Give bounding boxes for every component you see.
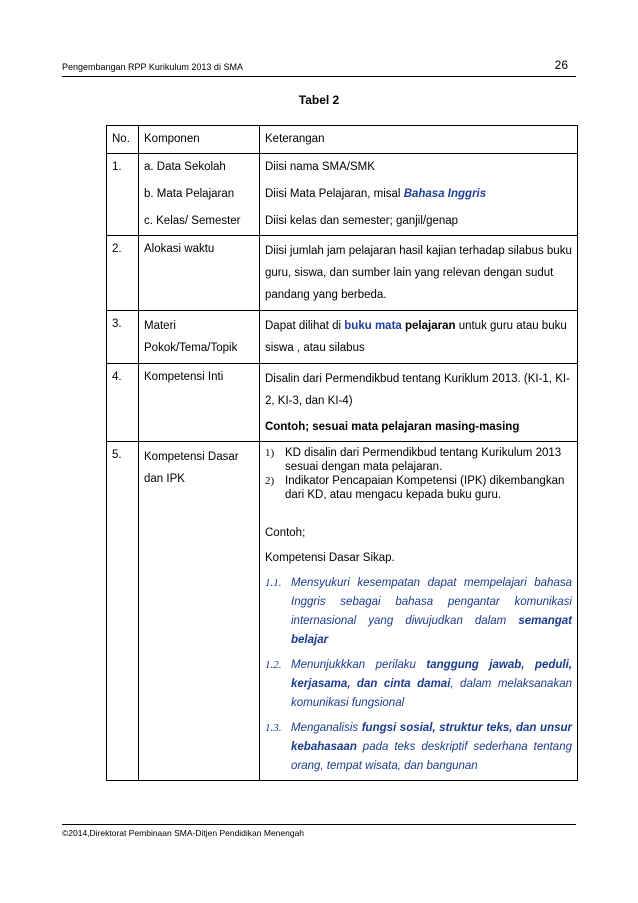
rpp-table	[106, 125, 578, 781]
ket-text: untuk guru atau buku siswa , atau silabus	[265, 320, 567, 354]
list-item	[265, 474, 572, 502]
table-row	[107, 236, 578, 311]
row-no: 5.	[107, 442, 139, 781]
ket-contoh: Contoh; sesuai mata pelajaran masing-masing	[265, 421, 520, 433]
ket-emphasis: Bahasa Inggris	[403, 188, 487, 200]
kd-text: Menunjukkkan perilaku	[291, 659, 427, 671]
ket-emphasis: buku mata	[344, 320, 402, 332]
table-row	[107, 364, 578, 442]
list-item	[265, 446, 572, 474]
komponen-item: a. Data Sekolah	[144, 161, 226, 173]
table-title: Tabel 2	[298, 93, 340, 107]
page-header	[62, 58, 576, 77]
page-number: 26	[554, 58, 568, 72]
header-title: Pengembangan RPP Kurikulum 2013 di SMA	[62, 62, 243, 72]
ket-text: Dapat dilihat di	[265, 320, 345, 332]
kd-text: Menganalisis	[291, 722, 362, 734]
row-komponen: Kompetensi Dasar dan IPK	[139, 442, 260, 781]
ket-text: Diisi jumlah jam pelajaran hasil kajian terhadap silabus buku guru, siswa, dan sumber lain yang relevan dengan sudut pandang yang berbeda.	[265, 245, 572, 301]
col-keterangan: Keterangan	[260, 126, 578, 154]
col-komponen: Komponen	[139, 126, 260, 154]
row-keterangan	[260, 364, 578, 442]
ket-text: Disalin dari Permendikbud tentang Kuriklum 2013. (KI-1, KI-2, KI-3, dan KI-4)	[265, 373, 570, 407]
row-keterangan	[260, 154, 578, 236]
ket-item	[265, 185, 572, 204]
kd-text: Mensyukuri kesempatan dapat mempelajari bahasa Inggris sebagai bahasa pengantar komunikasi internasional yang diwujudkan dalam	[291, 577, 572, 627]
row-no: 3.	[107, 311, 139, 364]
row-keterangan	[260, 236, 578, 311]
contoh-label: Contoh;	[265, 527, 306, 539]
row-no: 1.	[107, 154, 139, 236]
kd-item	[265, 719, 572, 776]
kd-text: pada teks deskriptif sederhana tentang orang, tempat wisata, dan bangunan	[291, 741, 572, 772]
kd-text: , dalam melaksanakan komunikasi fungsional	[291, 678, 572, 709]
ket-bold: pelajaran	[405, 320, 456, 332]
kd-list	[265, 446, 572, 502]
list-number: 1)	[265, 447, 275, 459]
row-komponen: Kompetensi Inti	[139, 364, 260, 442]
kd-bold: tanggung jawab, peduli, kerjasama, dan cinta damai	[291, 659, 572, 690]
table-row	[107, 311, 578, 364]
list-number: 2)	[265, 475, 275, 487]
kd-bold: semangat belajar	[291, 615, 572, 646]
komponen-item: b. Mata Pelajaran	[144, 188, 235, 200]
row-komponen: Materi Pokok/Tema/Topik	[139, 311, 260, 364]
ket-item: Diisi kelas dan semester; ganjil/genap	[265, 215, 459, 227]
kd-item	[265, 574, 572, 650]
table-row	[107, 442, 578, 781]
kd-bold: fungsi sosial, struktur teks, dan unsur kebahasaan	[291, 722, 572, 753]
ket-item: Diisi nama SMA/SMK	[265, 161, 375, 173]
kd-number: 1.1.	[265, 577, 282, 589]
row-keterangan	[260, 442, 578, 781]
row-komponen: Alokasi waktu	[139, 236, 260, 311]
kd-number: 1.2.	[265, 659, 282, 671]
row-no: 2.	[107, 236, 139, 311]
row-komponen	[139, 154, 260, 236]
kd-sikap-label: Kompetensi Dasar Sikap.	[265, 552, 395, 564]
row-keterangan	[260, 311, 578, 364]
page-footer: ©2014,Direktorat Pembinaan SMA-Ditjen Pendidikan Menengah	[62, 824, 576, 838]
col-no: No.	[107, 126, 139, 154]
list-text: Indikator Pencapaian Kompetensi (IPK) dikembangkan dari KD, atau mengacu kepada buku guru.	[285, 475, 565, 501]
komponen-item: c. Kelas/ Semester	[144, 215, 241, 227]
table-row	[107, 154, 578, 236]
ket-text: Diisi Mata Pelajaran, misal	[265, 188, 404, 200]
kd-number: 1.3.	[265, 722, 282, 734]
list-text: KD disalin dari Permendikbud tentang Kurikulum 2013 sesuai dengan mata pelajaran.	[285, 447, 562, 473]
table-header-row	[107, 126, 578, 154]
row-no: 4.	[107, 364, 139, 442]
kd-item	[265, 656, 572, 713]
